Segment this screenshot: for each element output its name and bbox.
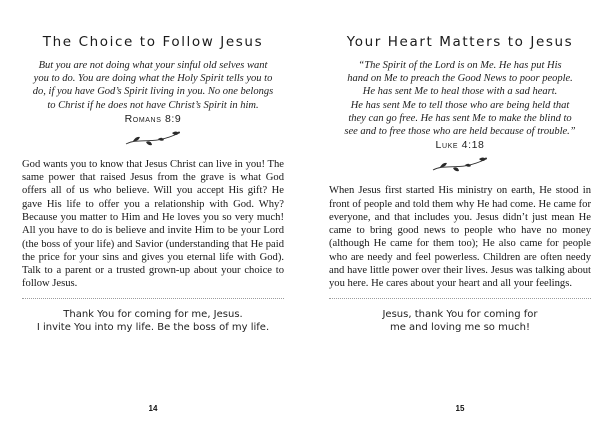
page-right	[329, 0, 591, 432]
scripture-reference: Romans 8:9	[124, 112, 182, 125]
scripture-quote: But you are not doing what your sinful old selves want you to do. You are doing what the Holy Spirit tells you to do, if you have God’s Spirit living in you. No one belongs to Christ if he does not have Christ’s Spirit in him.	[32, 60, 274, 111]
branch-flourish-icon	[22, 128, 284, 150]
body-text: God wants you to know that Jesus Christ can live in you! The same power that raised Jesus from the grave is what God offers all of us who believe. Will you accept His gift? He gave His life to offer you a relationship with God. Why? Because you matter to Him and He loves you so very much! All you have to do is believe and invite Him to be your Lord (the boss of your life) and Savior (understanding that He paid the price for your sins and gives you eternal life with God). Talk to a parent or a trusted grown-up about your choice to follow Jesus.	[22, 158, 284, 290]
prayer-text: Thank You for coming for me, Jesus. I invite You into my life. Be the boss of my life.	[36, 308, 270, 334]
scripture-reference: Luke 4:18	[435, 139, 485, 152]
page-left	[22, 0, 284, 432]
prayer-text: Jesus, thank You for coming for me and loving me so much!	[382, 308, 538, 334]
page-title: Your Heart Matters to Jesus	[346, 34, 574, 50]
branch-flourish-icon	[329, 154, 591, 176]
dotted-divider	[22, 298, 284, 299]
dotted-divider	[329, 298, 591, 299]
scripture-quote: “The Spirit of the Lord is on Me. He has put His hand on Me to preach the Good News to poor people. He has sent Me to heal those with a sad heart. He has sent Me to tell those who are being held that they can go free. He has sent Me to make the blind to see and to free those who are held because of trouble.”	[344, 60, 576, 138]
body-text: When Jesus first started His ministry on earth, He stood in front of people and told them why He had come. He came for everyone, and that includes you. Jesus didn’t just mean He came to bring good news to people who have no money (although He came for them too); He also came for people who are needy and feel powerless. Children are often needy and have little power over their lives. Jesus was talking about you here. He cares about your heart and all your feelings.	[329, 185, 591, 290]
page-title: The Choice to Follow Jesus	[42, 34, 264, 50]
page-number: 15	[455, 404, 465, 413]
page-number: 14	[148, 404, 158, 413]
